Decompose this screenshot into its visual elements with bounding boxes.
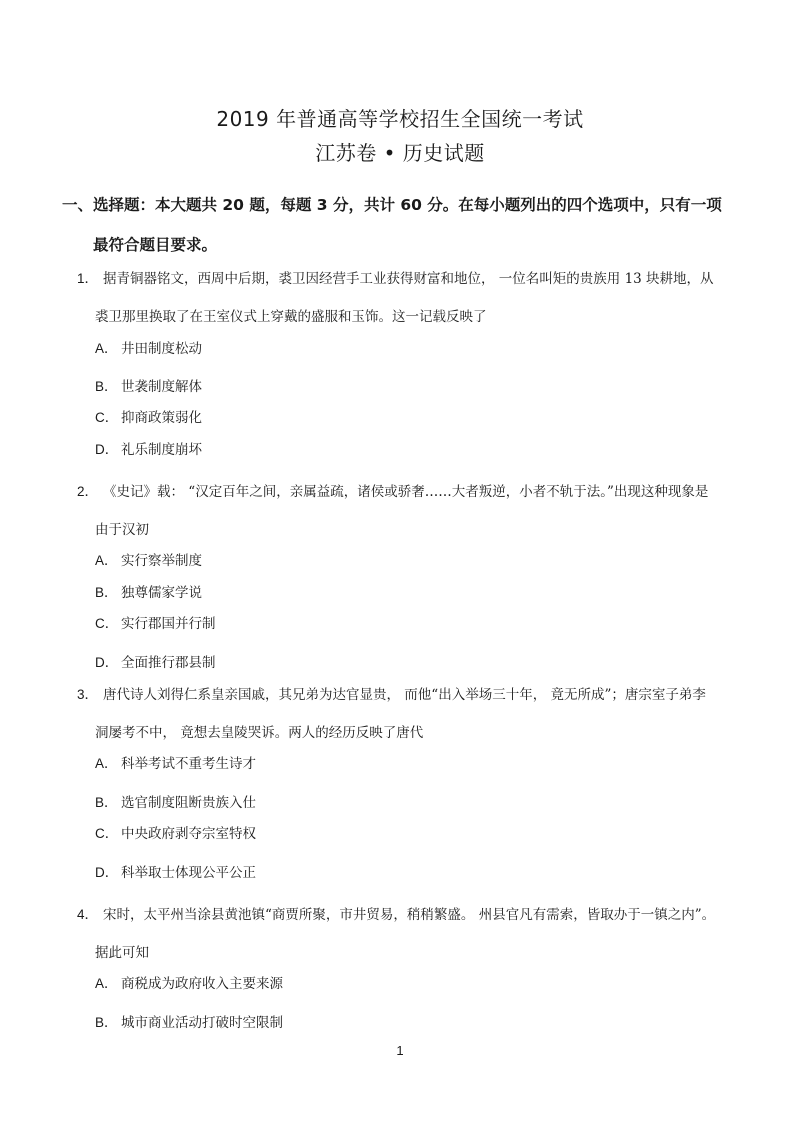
- option-text: 实行郡国并行制: [121, 616, 216, 632]
- question-4-stem-continued: 据此可知: [95, 945, 149, 961]
- question-number: 2．: [77, 484, 99, 499]
- question-3-option-a: [95, 752, 256, 772]
- option-label: A．: [95, 341, 118, 356]
- question-1-stem: [77, 267, 714, 287]
- question-number: 1．: [77, 271, 99, 286]
- option-text: 科举取士体现公平公正: [121, 865, 256, 881]
- option-label: C．: [95, 826, 119, 841]
- option-label: A．: [95, 553, 118, 568]
- question-2-option-c: [95, 612, 216, 632]
- exam-subtitle: 江苏卷 • 历史试题: [315, 141, 485, 165]
- question-3-stem: [77, 683, 706, 703]
- option-label: D．: [95, 865, 119, 880]
- question-3-stem-continued: 洞屡考不中， 竟想去皇陵哭诉。两人的经历反映了唐代: [95, 725, 424, 741]
- exam-title: 2019 年普通高等学校招生全国统一考试: [216, 107, 584, 131]
- question-1-option-a: [95, 337, 202, 357]
- option-text: 全面推行郡县制: [121, 655, 216, 671]
- question-1-option-c: [95, 406, 202, 426]
- option-label: D．: [95, 655, 119, 670]
- option-text: 独尊儒家学说: [121, 585, 202, 601]
- option-text: 中央政府剥夺宗室特权: [121, 826, 256, 842]
- option-label: B．: [95, 585, 118, 600]
- section-heading: 一、选择题：本大题共 20 题，每题 3 分，共计 60 分。在每小题列出的四个选项中，只有一项: [62, 196, 722, 214]
- question-stem-line: 《史记》载： “汉定百年之间，亲属益疏，诸侯或骄奢……大者叛逆，小者不轨于法。”出现这种现象是: [103, 484, 709, 500]
- option-label: B．: [95, 795, 118, 810]
- question-1-stem-continued: 裘卫那里换取了在王室仪式上穿戴的盛服和玉饰。这一记载反映了: [95, 309, 487, 325]
- option-text: 抑商政策弱化: [121, 410, 202, 426]
- option-label: A．: [95, 756, 118, 771]
- option-text: 实行察举制度: [121, 553, 202, 569]
- option-text: 城市商业活动打破时空限制: [121, 1015, 283, 1031]
- page-number: 1: [396, 1043, 404, 1058]
- option-text: 井田制度松动: [121, 341, 202, 357]
- question-3-option-c: [95, 822, 256, 842]
- option-label: B．: [95, 379, 118, 394]
- question-3-option-b: [95, 791, 256, 811]
- question-2-option-a: [95, 549, 202, 569]
- section-heading-continued: 最符合题目要求。: [93, 236, 218, 254]
- option-text: 选官制度阻断贵族入仕: [121, 795, 256, 811]
- question-number: 4．: [77, 907, 99, 922]
- question-4-option-a: [95, 972, 283, 992]
- question-3-option-d: [95, 861, 256, 881]
- question-1-option-b: [95, 375, 202, 395]
- option-label: A．: [95, 976, 118, 991]
- option-label: C．: [95, 616, 119, 631]
- option-text: 商税成为政府收入主要来源: [121, 976, 283, 992]
- question-4-stem: [77, 903, 715, 923]
- question-stem-line: 据青铜器铭文，西周中后期，裘卫因经营手工业获得财富和地位， 一位名叫矩的贵族用 13 块耕地，从: [103, 271, 714, 287]
- question-number: 3．: [77, 687, 99, 702]
- question-2-stem-continued: 由于汉初: [95, 522, 149, 538]
- option-label: C．: [95, 410, 119, 425]
- question-1-option-d: [95, 438, 202, 458]
- option-text: 世袭制度解体: [121, 379, 202, 395]
- question-2-option-d: [95, 651, 216, 671]
- question-2-option-b: [95, 581, 202, 601]
- option-label: D．: [95, 442, 119, 457]
- question-stem-line: 唐代诗人刘得仁系皇亲国戚，其兄弟为达官显贵， 而他“出入举场三十年， 竟无所成”；唐宗室子弟李: [103, 687, 706, 703]
- question-stem-line: 宋时，太平州当涂县黄池镇“商贾所聚，市井贸易，稍稍繁盛。 州县官凡有需索，皆取办于一镇之内”。: [103, 907, 716, 923]
- option-text: 礼乐制度崩坏: [121, 442, 202, 458]
- question-4-option-b: [95, 1011, 283, 1031]
- question-2-stem: [77, 480, 708, 500]
- option-text: 科举考试不重考生诗才: [121, 756, 256, 772]
- option-label: B．: [95, 1015, 118, 1030]
